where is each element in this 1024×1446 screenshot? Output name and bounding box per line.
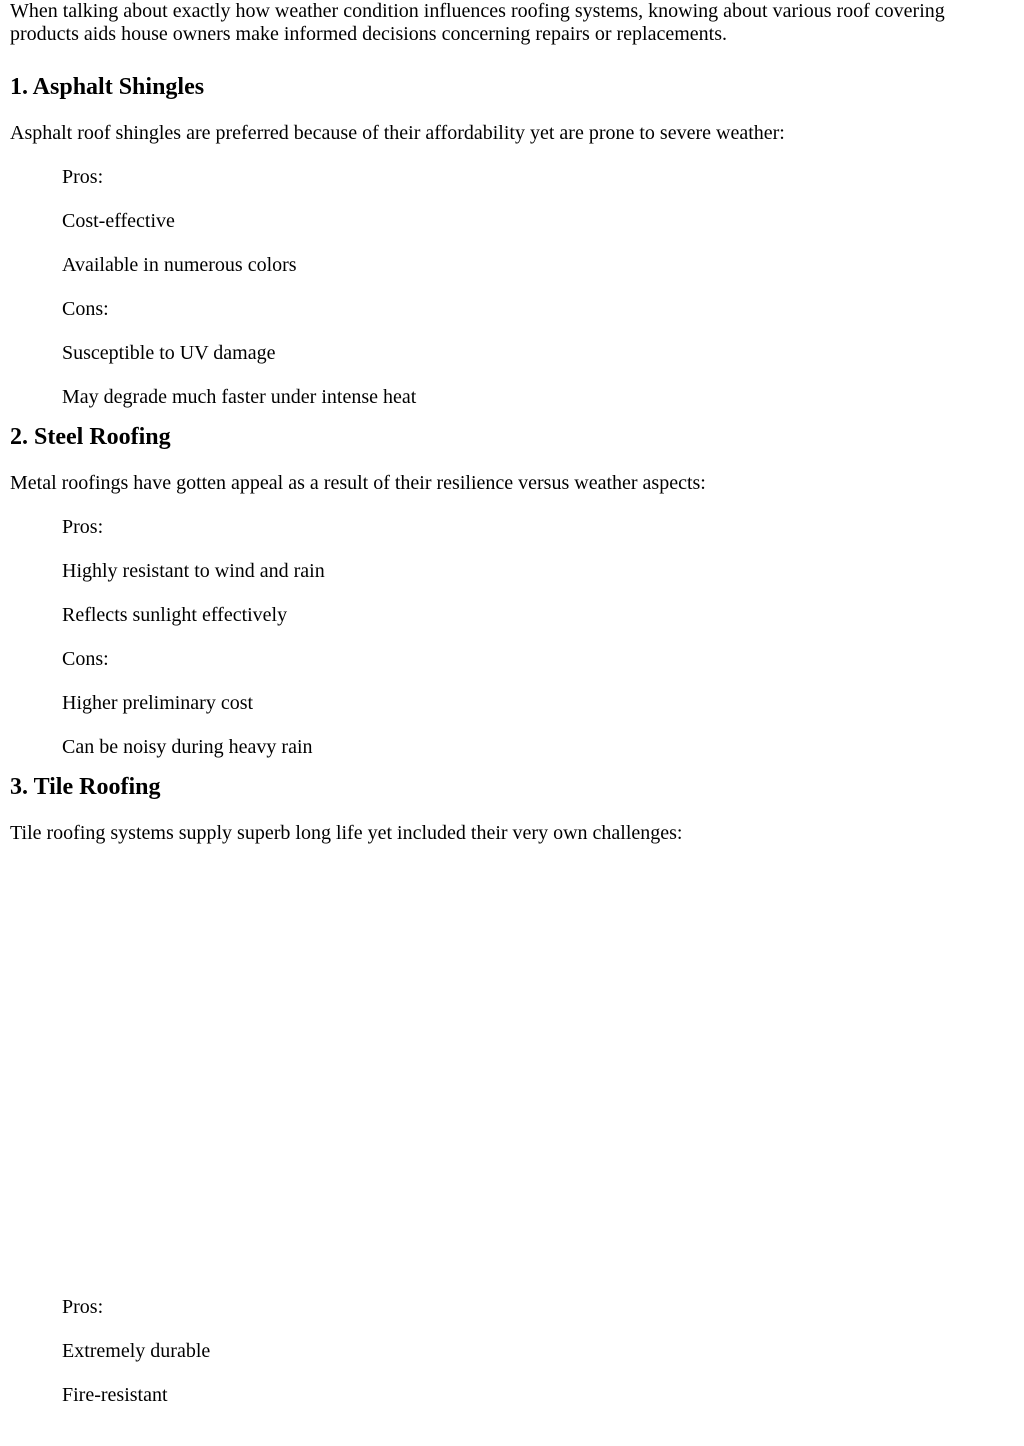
list-item: Cost-effective <box>62 210 175 232</box>
blank-space <box>10 845 1014 1275</box>
tile-roofing-pros <box>10 1296 1014 1407</box>
section-lead-steel-roofing: Metal roofings have gotten appeal as a result of their resilience versus weather aspects: <box>10 472 706 494</box>
list-item: Can be noisy during heavy rain <box>62 736 313 758</box>
pros-label: Pros: <box>62 516 104 538</box>
cons-label: Cons: <box>62 648 109 670</box>
list-item: Fire-resistant <box>62 1384 168 1406</box>
steel-roofing-pros-cons <box>10 516 1014 759</box>
list-item: Susceptible to UV damage <box>62 342 276 364</box>
list-item: Extremely durable <box>62 1340 211 1362</box>
list-item: May degrade much faster under intense heat <box>62 386 417 408</box>
section-title-asphalt-shingles: 1. Asphalt Shingles <box>10 74 205 100</box>
section-title-steel-roofing: 2. Steel Roofing <box>10 424 171 450</box>
asphalt-shingles-pros-cons <box>10 166 1014 409</box>
section-title-tile-roofing: 3. Tile Roofing <box>10 774 161 800</box>
list-item: Highly resistant to wind and rain <box>62 560 325 582</box>
section-lead-asphalt-shingles: Asphalt roof shingles are preferred because of their affordability yet are prone to severe weather: <box>10 122 785 144</box>
pros-label: Pros: <box>62 166 104 188</box>
pros-label: Pros: <box>62 1296 104 1318</box>
cons-label: Cons: <box>62 298 109 320</box>
intro-paragraph: When talking about exactly how weather condition influences roofing systems, knowing about various roof covering products aids house owners make informed decisions concerning repairs or replacements. <box>10 0 945 45</box>
list-item: Higher preliminary cost <box>62 692 254 714</box>
list-item: Reflects sunlight effectively <box>62 604 288 626</box>
section-lead-tile-roofing: Tile roofing systems supply superb long life yet included their very own challenges: <box>10 822 683 844</box>
list-item: Available in numerous colors <box>62 254 297 276</box>
